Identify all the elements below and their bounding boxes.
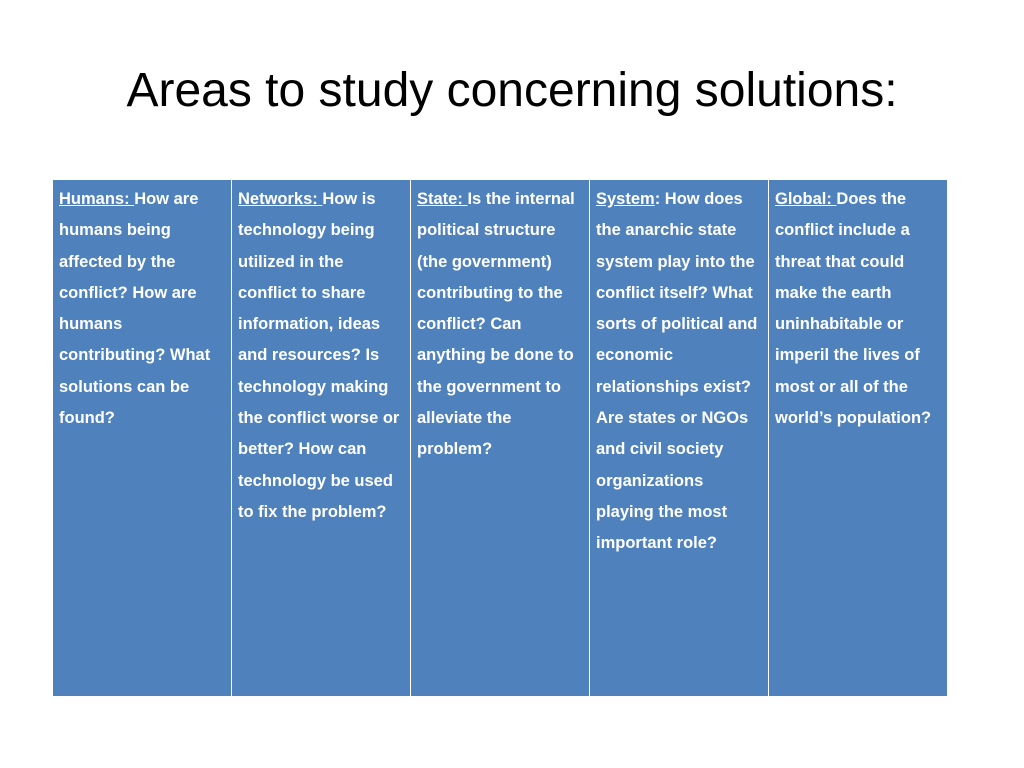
cell-heading-global: Global: [775, 190, 837, 208]
areas-table [52, 179, 948, 697]
cell-body-system: : How does the anarchic state system play into the conflict itself? What sorts of political and economic relationships exist? Are states or NGOs and civil society organizations playing the most important role? [596, 190, 758, 553]
cell-heading-state: State: [417, 190, 468, 208]
cell-heading-system: System [596, 190, 655, 208]
cell-networks [232, 180, 411, 697]
cell-body-networks: How is technology being utilized in the conflict to share information, ideas and resources? Is technology making the conflict worse or better? How can technology be used to fix the problem? [238, 190, 400, 521]
cell-heading-humans: Humans: [59, 190, 135, 208]
cell-system [590, 180, 769, 697]
cell-state [411, 180, 590, 697]
cell-heading-networks: Networks: [238, 190, 323, 208]
table-row [53, 180, 948, 697]
slide-title: Areas to study concerning solutions: [126, 64, 898, 117]
cell-global [769, 180, 948, 697]
cell-body-global: Does the conflict include a threat that could make the earth uninhabitable or imperil the lives of most or all of the world’s population? [775, 190, 932, 428]
cell-body-humans: How are humans being affected by the conflict? How are humans contributing? What solutions can be found? [59, 190, 211, 428]
cell-body-state: Is the internal political structure (the government) contributing to the conflict? Can anything be done to the government to alleviate the problem? [417, 190, 575, 459]
cell-humans [53, 180, 232, 697]
